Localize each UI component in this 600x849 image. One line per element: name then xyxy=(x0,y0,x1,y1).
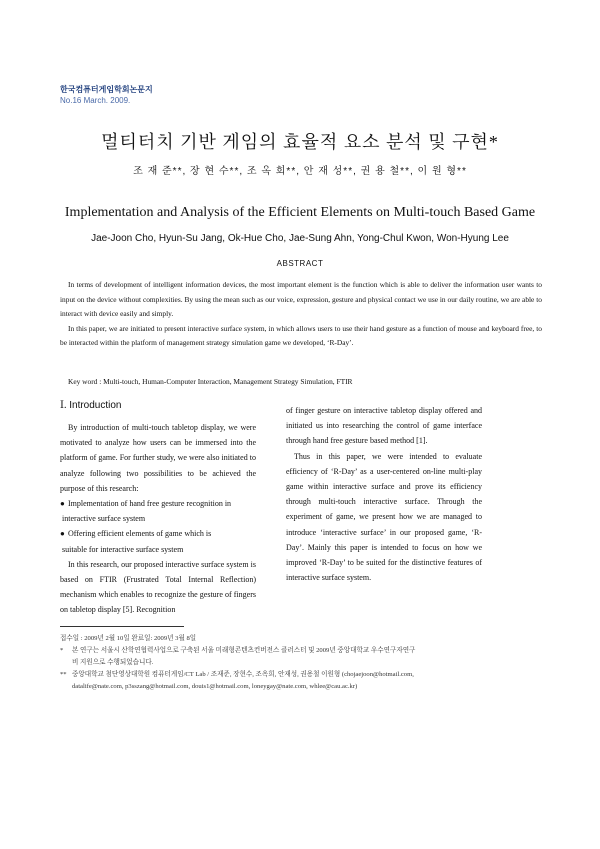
abstract-heading: ABSTRACT xyxy=(276,259,324,268)
footnote-1 xyxy=(60,645,550,657)
abstract-paragraph-2: In this paper, we are initiated to present interactive surface system, in which allows users to use their hand gesture as a function of mouse and keyboard free, to be interacted within the platform of management strategy simulation game we developed, ‘R-Day’. xyxy=(60,323,542,348)
bullet-icon: ● xyxy=(60,499,65,509)
section-number: Ⅰ. xyxy=(60,400,67,411)
received-date: 접수일 : 2009년 2월 10일 완료일: 2009년 3월 8일 xyxy=(60,635,197,642)
bullet-item-1-continuation: interactive surface system xyxy=(62,514,146,524)
abstract-paragraph-1: In terms of development of intelligent information devices, the most important element is the function which is able to deliver the information user wants to input on the device without complexities. By using the mean such as our voice, expression, gesture and physical contact we use in our daily routine, we are able to interact with device easily and simply. xyxy=(60,280,542,319)
intro-paragraph-3: Thus in this paper, we were intended to evaluate efficiency of ‘R-Day’ as a user-centered on-line multi-play game within interactive surface and prove its efficiency through multi-touch interactive surface. Through the experiment of game, we present how we are managed to introduce ‘interactive surface’ in our proposed game, ‘R-Day’. Mainly this paper is intended to focus on how we improved ‘R-Day’ to be suited for the distinctive features of interactive surface system. xyxy=(286,451,482,583)
section-heading-introduction xyxy=(60,400,256,412)
column-right xyxy=(286,403,482,585)
footnote-1-continuation: 비 지원으로 수행되었습니다. xyxy=(72,659,154,666)
abstract-body xyxy=(60,278,542,351)
authors-english: Jae-Joon Cho, Hyun-Su Jang, Ok-Hue Cho, Jae-Sung Ahn, Yong-Chul Kwon, Won-Hyung Lee xyxy=(91,233,509,244)
bullet-icon: ● xyxy=(60,529,65,539)
bullet-item-1 xyxy=(60,496,256,511)
footnote-2-mark: ** xyxy=(60,671,67,678)
footnote-1-text: 본 연구는 서울시 산학연협력사업으로 구축된 서울 미래형콘텐츠컨버전스 클러스터 및 2009년 중앙대학교 우수연구자연구 xyxy=(72,647,416,654)
column-left xyxy=(60,400,256,618)
footnote-2-text: 중앙대학교 첨단영상대학원 컴퓨터게임/CT Lab / 조재준, 장현수, 조옥희, 안재성, 권용철 이원형 (chojaejoon@hotmail.com, xyxy=(72,671,414,678)
footnote-1-mark: * xyxy=(60,647,64,654)
intro-paragraph-2: In this research, our proposed interactive surface system is based on FTIR (Frustrated Total Internal Reflection) mechanism which enables to recognize the gesture of fingers on tabletop display [5]. Recognition xyxy=(60,559,256,615)
journal-name: 한국컴퓨터게임학회논문지 xyxy=(60,85,153,94)
bullet-item-2 xyxy=(60,526,256,541)
footnote-2-continuation: datalife@nate.com, p3sszang@hotmail.com, douis1@hotmail.com, loneygay@nate.com, whlee@cau.ac.kr) xyxy=(72,683,358,690)
authors-korean: 조 재 준**, 장 현 수**, 조 옥 희**, 안 재 성**, 권 용 철**, 이 원 형** xyxy=(133,166,467,177)
footnote-divider xyxy=(60,626,184,627)
bullet-item-1-text: Implementation of hand free gesture recognition in xyxy=(68,499,232,509)
title-english: Implementation and Analysis of the Efficient Elements on Multi-touch Based Game xyxy=(64,205,536,220)
bullet-item-2-text: Offering efficient elements of game which is xyxy=(68,529,212,539)
intro-paragraph-2-continued: of finger gesture on interactive tabletop display offered and initiated us into researching the control of game interface through hand free gesture based method [1]. xyxy=(286,406,482,446)
footnote-2 xyxy=(60,669,550,681)
journal-header xyxy=(60,84,360,106)
title-korean: 멀티터치 기반 게임의 효율적 요소 분석 및 구현* xyxy=(101,132,499,152)
section-title: Introduction xyxy=(69,400,122,411)
journal-issue: No.16 March. 2009. xyxy=(60,96,131,105)
keywords: Key word : Multi-touch, Human-Computer Interaction, Management Strategy Simulation, FTIR xyxy=(68,377,353,386)
intro-paragraph-1: By introduction of multi-touch tabletop display, we were motivated to analyze how users can be immersed into the platform of game. For further study, we were also initiated to analyze following two possibilities to be achieved the purpose of this research: xyxy=(60,423,256,493)
footnotes xyxy=(60,633,550,693)
bullet-item-2-continuation: suitable for interactive surface system xyxy=(62,544,184,554)
